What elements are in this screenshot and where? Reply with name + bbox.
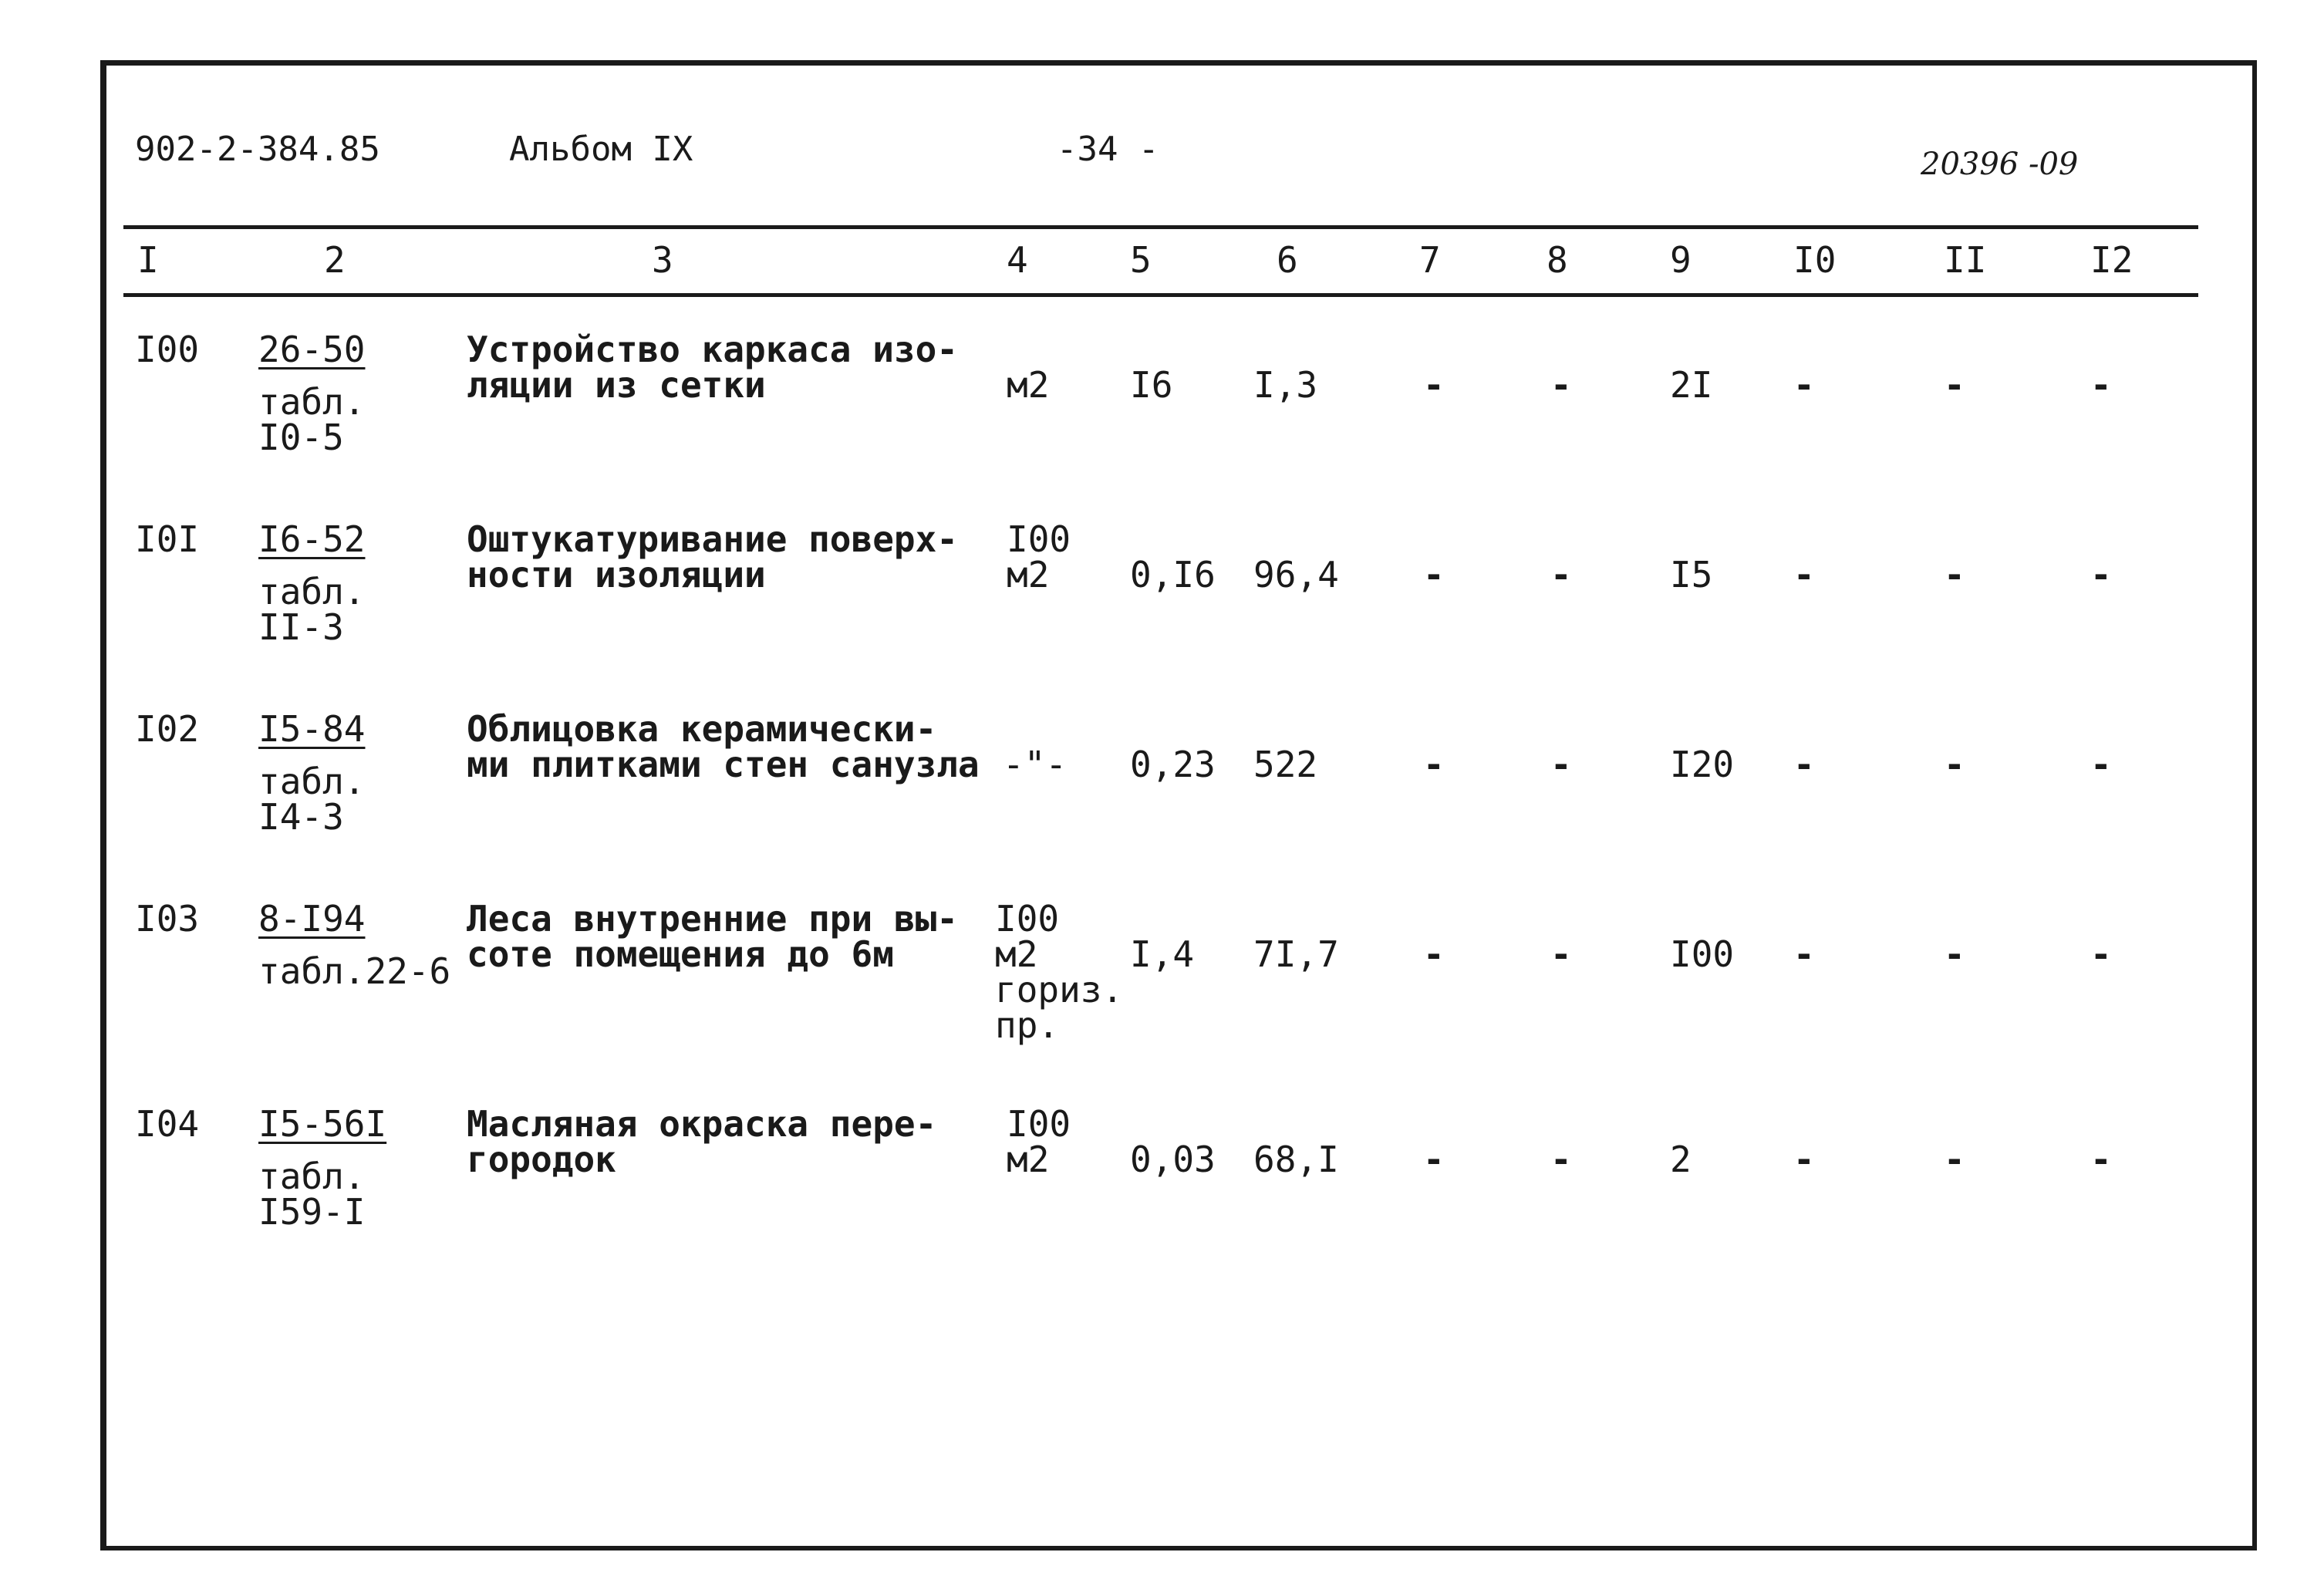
col-7-value: - [1423, 1139, 1445, 1180]
col-10-value: - [1793, 364, 1815, 406]
album-label: Альбом IX [509, 130, 693, 169]
col-header-6: 6 [1277, 239, 1298, 281]
col-header-1: I [137, 239, 159, 281]
col-6-value: 522 [1253, 744, 1318, 785]
col-12-value: - [2090, 1139, 2112, 1180]
doc-number: 902-2-384.85 [135, 130, 380, 169]
work-description: Облицовка керамически- ми плитками стен санузла [467, 708, 980, 785]
col-11-value: - [1944, 364, 1965, 406]
col-12-value: - [2090, 933, 2112, 975]
unit: -"- [1003, 744, 1068, 785]
norm-table: табл. I4-3 [258, 761, 366, 838]
col-9-value: I00 [1670, 933, 1735, 975]
work-description: Устройство каркаса изо- ляции из сетки [467, 329, 958, 406]
col-header-11: II [1944, 239, 1987, 281]
col-7-value: - [1423, 933, 1445, 975]
row-number: I00 [135, 329, 200, 370]
norm-table: табл.22-6 [258, 950, 451, 992]
unit: м2 [1007, 364, 1050, 406]
quantity: 0,I6 [1130, 554, 1216, 596]
norm-table: табл. I0-5 [258, 381, 366, 458]
col-12-value: - [2090, 744, 2112, 785]
col-10-value: - [1793, 933, 1815, 975]
quantity: I,4 [1130, 933, 1195, 975]
col-10-value: - [1793, 744, 1815, 785]
col-11-value: - [1944, 933, 1965, 975]
work-description: Масляная окраска пере- городок [467, 1103, 937, 1180]
col-7-value: - [1423, 364, 1445, 406]
col-header-7: 7 [1419, 239, 1441, 281]
col-6-value: 96,4 [1253, 554, 1339, 596]
col-9-value: I5 [1670, 554, 1713, 596]
col-header-5: 5 [1130, 239, 1152, 281]
col-6-value: 7I,7 [1253, 933, 1339, 975]
col-10-value: - [1793, 1139, 1815, 1180]
unit: I00 м2 [1007, 518, 1071, 596]
header-rule-bottom [123, 293, 2198, 297]
col-header-2: 2 [324, 239, 346, 281]
col-9-value: 2I [1670, 364, 1713, 406]
work-description: Оштукатуривание поверх- ности изоляции [467, 518, 958, 596]
row-number: I02 [135, 708, 200, 750]
col-12-value: - [2090, 364, 2112, 406]
norm-code: 26-50 [258, 329, 366, 370]
col-8-value: - [1550, 554, 1572, 596]
col-header-3: 3 [652, 239, 673, 281]
archive-stamp: 20396 -09 [1921, 147, 2079, 182]
col-6-value: 68,I [1253, 1139, 1339, 1180]
norm-code: I5-84 [258, 708, 366, 750]
quantity: I6 [1130, 364, 1173, 406]
col-header-8: 8 [1547, 239, 1568, 281]
page-frame [100, 60, 2257, 1550]
col-7-value: - [1423, 744, 1445, 785]
quantity: 0,23 [1130, 744, 1216, 785]
col-9-value: I20 [1670, 744, 1735, 785]
col-6-value: I,3 [1253, 364, 1318, 406]
col-11-value: - [1944, 744, 1965, 785]
col-header-12: I2 [2090, 239, 2133, 281]
col-8-value: - [1550, 744, 1572, 785]
row-number: I0I [135, 518, 200, 560]
unit: I00 м2 [1007, 1103, 1071, 1180]
col-8-value: - [1550, 1139, 1572, 1180]
header-rule-top [123, 225, 2198, 229]
col-header-10: I0 [1793, 239, 1837, 281]
norm-code: I6-52 [258, 518, 366, 560]
col-8-value: - [1550, 933, 1572, 975]
norm-table: табл. II-3 [258, 571, 366, 648]
norm-code: 8-I94 [258, 898, 366, 940]
col-7-value: - [1423, 554, 1445, 596]
col-10-value: - [1793, 554, 1815, 596]
col-header-9: 9 [1670, 239, 1692, 281]
norm-table: табл. I59-I [258, 1156, 366, 1233]
norm-code: I5-56I [258, 1103, 387, 1145]
col-11-value: - [1944, 554, 1965, 596]
row-number: I03 [135, 898, 200, 940]
work-description: Леса внутренние при вы- соте помещения до 6м [467, 898, 958, 975]
col-header-4: 4 [1007, 239, 1028, 281]
col-12-value: - [2090, 554, 2112, 596]
col-11-value: - [1944, 1139, 1965, 1180]
row-number: I04 [135, 1103, 200, 1145]
unit: I00 м2 гориз. пр. [995, 898, 1124, 1046]
page-number: -34 - [1057, 130, 1159, 169]
col-9-value: 2 [1670, 1139, 1692, 1180]
quantity: 0,03 [1130, 1139, 1216, 1180]
col-8-value: - [1550, 364, 1572, 406]
